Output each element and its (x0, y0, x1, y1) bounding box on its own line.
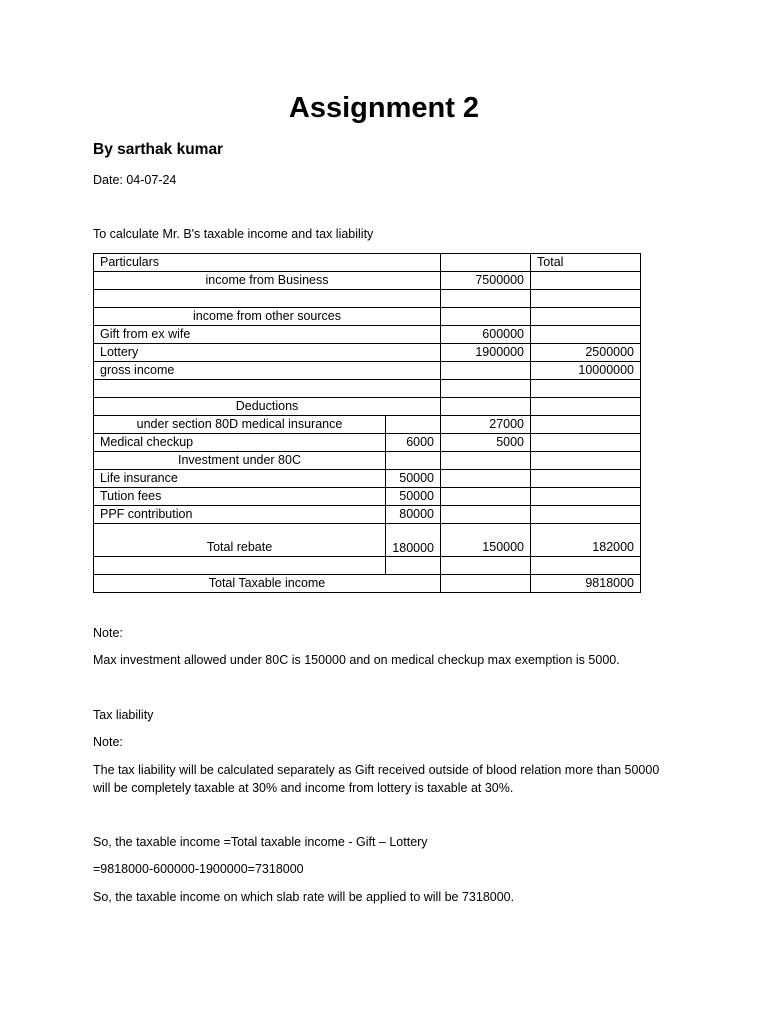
page-title: Assignment 2 (288, 92, 480, 124)
taxable-label: Total Taxable income (94, 575, 441, 593)
lottery-total: 2500000 (531, 344, 641, 362)
date: Date: 04-07-24 (93, 173, 177, 187)
life-sub: 50000 (386, 470, 441, 488)
gift-label: Gift from ex wife (94, 326, 441, 344)
table-row (94, 344, 641, 362)
table-row (94, 416, 641, 434)
medical-label: Medical checkup (94, 434, 386, 452)
author: By sarthak kumar (93, 141, 224, 158)
medical-amount: 5000 (441, 434, 531, 452)
header-total: Total (531, 254, 641, 272)
income-table (93, 253, 641, 593)
life-label: Life insurance (94, 470, 386, 488)
rebate-sub: 180000 (386, 524, 441, 557)
table-row (94, 524, 641, 557)
tuition-sub: 50000 (386, 488, 441, 506)
gift-amount: 600000 (441, 326, 531, 344)
rebate-total: 182000 (531, 524, 641, 557)
calculation-text: =9818000-600000-1900000=7318000 (93, 862, 304, 876)
table-row (94, 470, 641, 488)
rebate-label: Total rebate (94, 524, 386, 557)
table-row (94, 506, 641, 524)
table-row (94, 488, 641, 506)
table-row (94, 575, 641, 593)
conclusion-text: So, the taxable income on which slab rate will be applied to will be 7318000. (93, 890, 515, 904)
table-row (94, 290, 641, 308)
note-text: Max investment allowed under 80C is 150000 and on medical checkup max exemption is 5000. (93, 653, 620, 667)
lottery-label: Lottery (94, 344, 441, 362)
tuition-label: Tution fees (94, 488, 386, 506)
intro-text: To calculate Mr. B's taxable income and tax liability (93, 227, 374, 241)
table-row (94, 434, 641, 452)
gross-total: 10000000 (531, 362, 641, 380)
ppf-label: PPF contribution (94, 506, 386, 524)
section80d-amount: 27000 (441, 416, 531, 434)
table-row (94, 308, 641, 326)
note-label: Note: (93, 735, 123, 749)
section80d-label: under section 80D medical insurance (94, 416, 386, 434)
other-sources-label: income from other sources (94, 308, 441, 326)
lottery-amount: 1900000 (441, 344, 531, 362)
table-row (94, 254, 641, 272)
table-row (94, 398, 641, 416)
table-row (94, 326, 641, 344)
rebate-amount: 150000 (441, 524, 531, 557)
inv80c-label: Investment under 80C (94, 452, 386, 470)
taxable-total: 9818000 (531, 575, 641, 593)
deductions-label: Deductions (94, 398, 441, 416)
ppf-sub: 80000 (386, 506, 441, 524)
header-particulars: Particulars (94, 254, 441, 272)
note-text: The tax liability will be calculated separately as Gift received outside of blood relation more than 50000 will be completely taxable at 30% and income from lottery is taxable at 30%. (93, 763, 660, 795)
business-amount: 7500000 (441, 272, 531, 290)
formula-text: So, the taxable income =Total taxable income - Gift – Lottery (93, 835, 428, 849)
business-label: income from Business (94, 272, 441, 290)
tax-liability-heading: Tax liability (93, 708, 154, 722)
table-row (94, 380, 641, 398)
table-row (94, 557, 641, 575)
medical-sub: 6000 (386, 434, 441, 452)
table-row (94, 452, 641, 470)
table-row (94, 272, 641, 290)
gross-label: gross income (94, 362, 441, 380)
table-row (94, 362, 641, 380)
note-label: Note: (93, 626, 123, 640)
